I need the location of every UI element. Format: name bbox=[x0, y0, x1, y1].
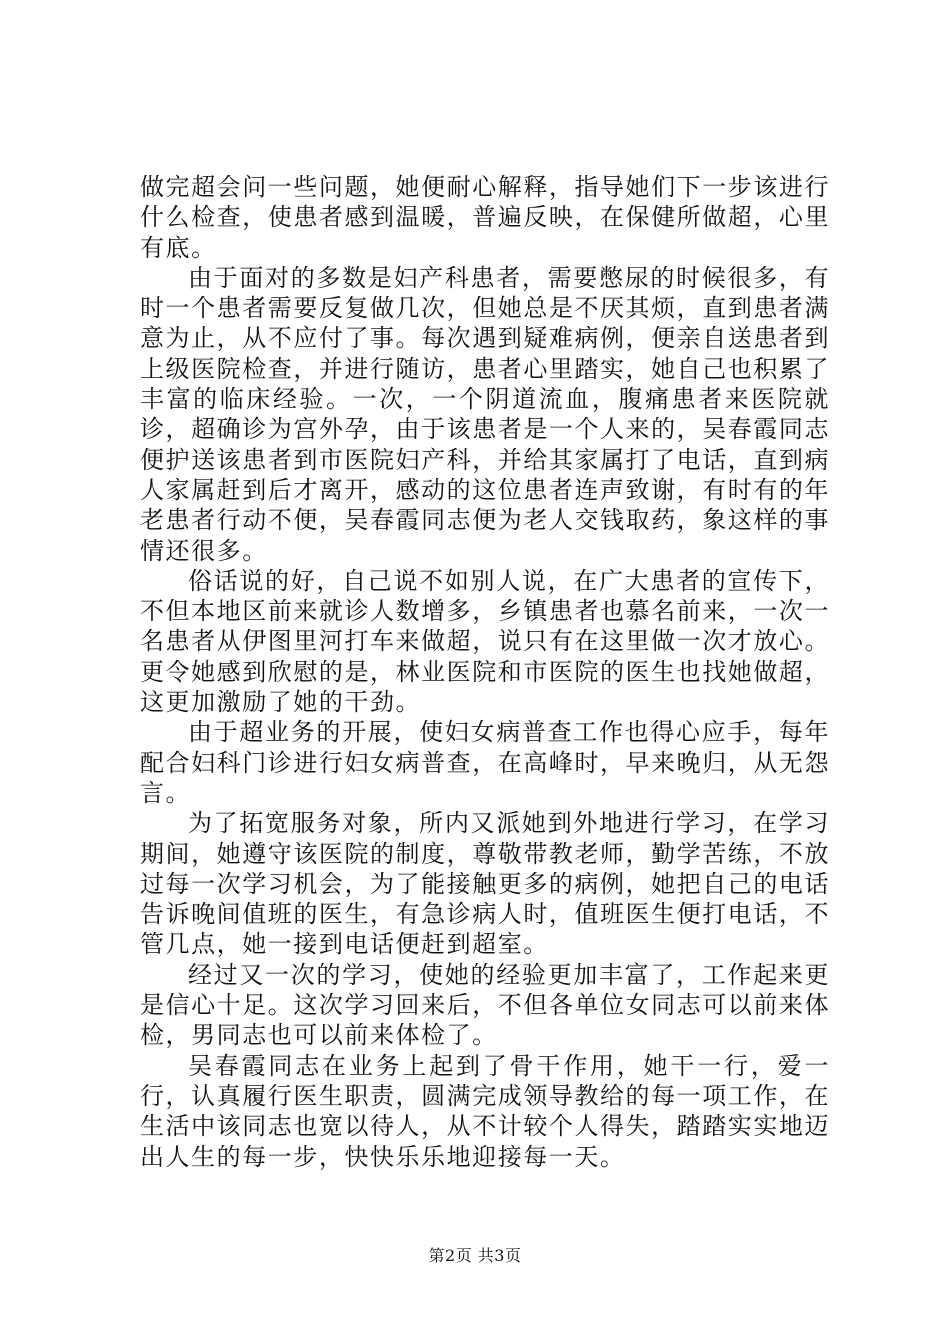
paragraph: 吴春霞同志在业务上起到了骨干作用，她干一行，爱一行，认真履行医生职责，圆满完成领导教给的每一项工作，在生活中该同志也宽以待人，从不计较个人得失，踏踏实实地迈出人生的每一步，快快乐乐地迎接每一天。 bbox=[140, 1051, 830, 1171]
paragraph: 俗话说的好，自己说不如别人说，在广大患者的宣传下，不但本地区前来就诊人数增多，乡镇患者也慕名前来，一次一名患者从伊图里河打车来做超，说只有在这里做一次才放心。更令她感到欣慰的是，林业医院和市医院的医生也找她做超，这更加激励了她的干劲。 bbox=[140, 566, 830, 717]
paragraph: 经过又一次的学习，使她的经验更加丰富了，工作起来更是信心十足。这次学习回来后，不但各单位女同志可以前来体检，男同志也可以前来体检了。 bbox=[140, 960, 830, 1050]
paragraph: 由于超业务的开展，使妇女病普查工作也得心应手，每年配合妇科门诊进行妇女病普查，在高峰时，早来晚归，从无怨言。 bbox=[140, 718, 830, 807]
document-body bbox=[140, 172, 830, 1172]
paragraph: 由于面对的多数是妇产科患者，需要憋尿的时候很多，有时一个患者需要反复做几次，但她总是不厌其烦，直到患者满意为止，从不应付了事。每次遇到疑难病例，便亲自送患者到上级医院检查，并进行随访，患者心里踏实，她自己也积累了丰富的临床经验。一次，一个阴道流血，腹痛患者来医院就诊，超确诊为宫外孕，由于该患者是一个人来的，吴春霞同志便护送该患者到市医院妇产科，并给其家属打了电话，直到病人家属赶到后才离开，感动的这位患者连声致谢，有时有的年老患者行动不便，吴春霞同志便为老人交钱取药，象这样的事情还很多。 bbox=[140, 263, 830, 565]
paragraph-continuation: 做完超会问一些问题，她便耐心解释，指导她们下一步该进行什么检查，使患者感到温暖，普遍反映，在保健所做超，心里有底。 bbox=[140, 173, 830, 262]
paragraph: 为了拓宽服务对象，所内又派她到外地进行学习，在学习期间，她遵守该医院的制度，尊敬带教老师，勤学苦练，不放过每一次学习机会，为了能接触更多的病例，她把自己的电话告诉晚间值班的医生，有急诊病人时，值班医生便打电话，不管几点，她一接到电话便赶到超室。 bbox=[140, 809, 830, 959]
page-number-footer: 第2页 共3页 bbox=[428, 1246, 522, 1265]
